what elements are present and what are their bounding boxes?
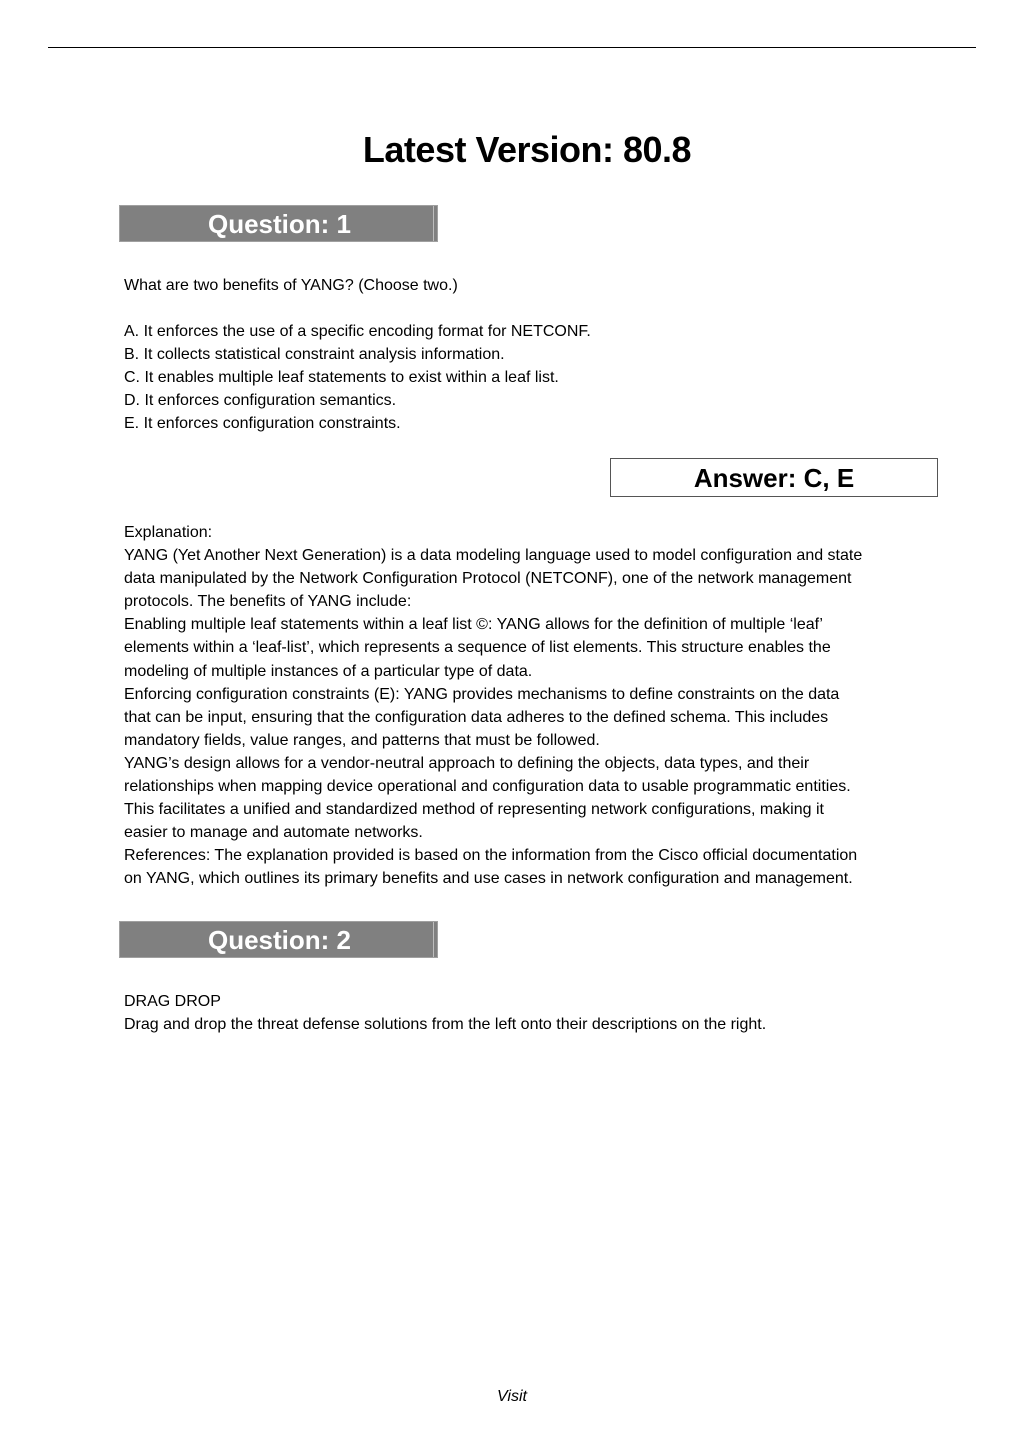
answer-box: Answer: C, E: [610, 458, 938, 497]
explanation-line: Enforcing configuration constraints (E): YANG provides mechanisms to define constraints on the data: [124, 685, 840, 703]
question-prompt-text: What are two benefits of YANG? (Choose two.): [124, 277, 458, 294]
question-1-header: [119, 205, 438, 242]
footer-text: Visit: [497, 1388, 527, 1405]
explanation-line: relationships when mapping device operational and configuration data to usable programmatic entities.: [124, 778, 851, 796]
explanation-line: elements within a ‘leaf-list’, which represents a sequence of list elements. This structure enables the: [124, 639, 831, 657]
question-prompt-text: Drag and drop the threat defense solutions from the left onto their descriptions on the right.: [124, 1016, 767, 1034]
explanation-line: This facilitates a unified and standardized method of representing network configurations, making it: [124, 801, 824, 819]
explanation-line: YANG (Yet Another Next Generation) is a data modeling language used to model configuration and state: [124, 547, 863, 565]
explanation-line: References: The explanation provided is based on the information from the Cisco official documentation: [124, 847, 858, 865]
explanation-line: easier to manage and automate networks.: [124, 824, 423, 842]
explanation: [124, 521, 934, 891]
explanation-line: data manipulated by the Network Configuration Protocol (NETCONF), one of the network management: [124, 570, 852, 588]
question-2-body: [124, 990, 934, 1036]
explanation-line: mandatory fields, value ranges, and patterns that must be followed.: [124, 731, 600, 749]
option-b: B. It collects statistical constraint analysis information.: [124, 346, 505, 364]
explanation-line: modeling of multiple instances of a particular type of data.: [124, 662, 533, 680]
question-2-label: Question: 2: [207, 925, 351, 955]
option-a: A. It enforces the use of a specific encoding format for NETCONF.: [124, 323, 591, 340]
top-rule: [48, 47, 976, 48]
explanation-line: Enabling multiple leaf statements within a leaf list ©: YANG allows for the definition of multiple ‘leaf’: [124, 616, 823, 634]
page-title: Latest Version: 80.8: [362, 129, 692, 170]
explanation-line: on YANG, which outlines its primary benefits and use cases in network configuration and management.: [124, 870, 853, 888]
question-1-prompt: [124, 274, 934, 297]
option-d: D. It enforces configuration semantics.: [124, 392, 397, 410]
option-e: E. It enforces configuration constraints.: [124, 415, 401, 433]
explanation-label: Explanation:: [124, 524, 213, 541]
explanation-line: that can be input, ensuring that the configuration data adheres to the defined schema. This includes: [124, 708, 829, 726]
question-type-label: DRAG DROP: [124, 993, 221, 1010]
question-1-options: [124, 320, 934, 435]
question-2-header: [119, 921, 438, 958]
explanation-line: protocols. The benefits of YANG include:: [124, 593, 412, 611]
explanation-line: YANG’s design allows for a vendor-neutral approach to defining the objects, data types, and their: [124, 754, 810, 772]
option-c: C. It enables multiple leaf statements to exist within a leaf list.: [124, 369, 559, 387]
question-1-label: Question: 1: [207, 209, 351, 239]
